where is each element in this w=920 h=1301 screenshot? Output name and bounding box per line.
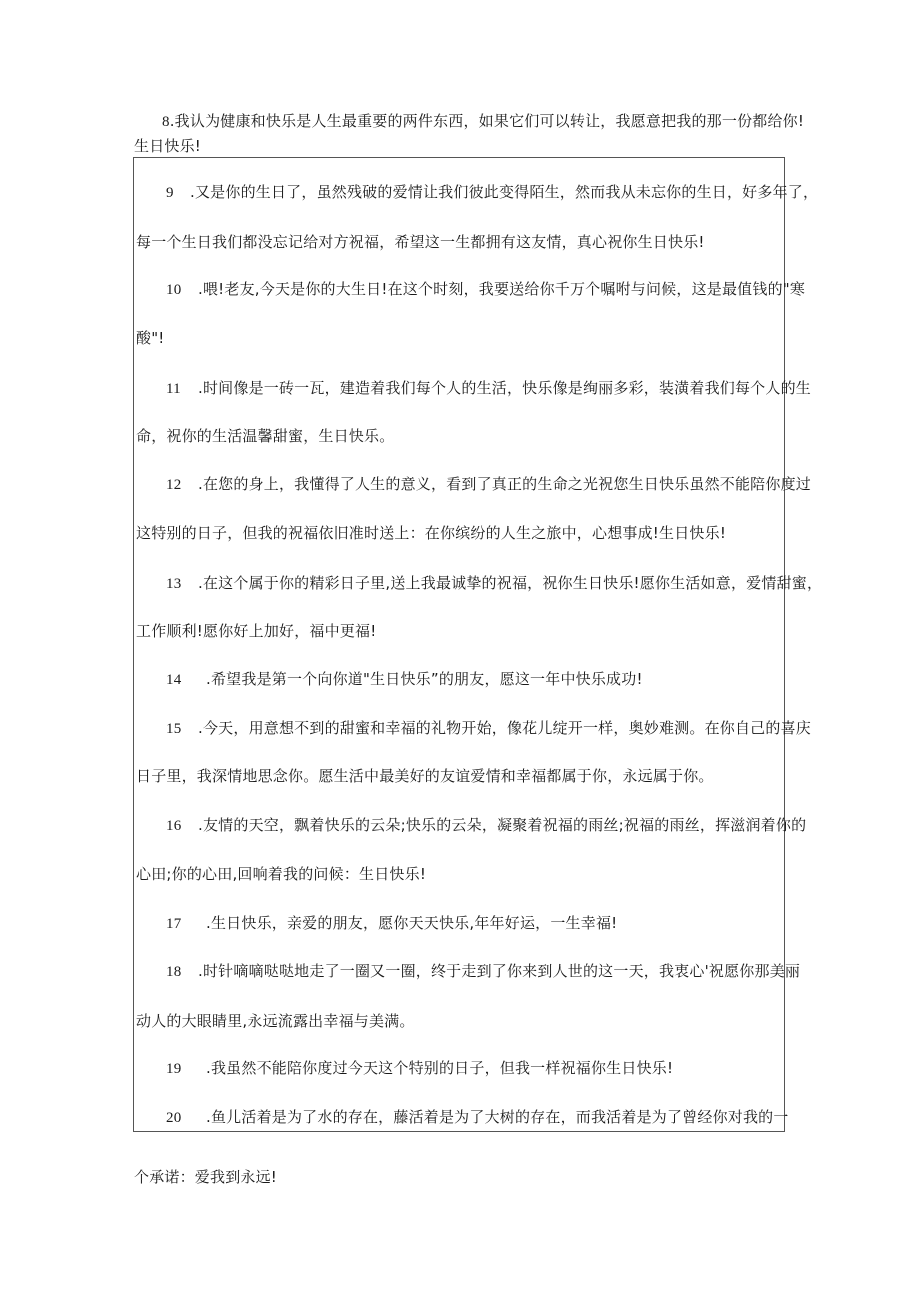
paragraph-text: 每一个生日我们都没忘记给对方祝福，希望这一生都拥有这友情，真心祝你生日快乐! [136, 233, 705, 251]
paragraph-18-line-2 [136, 1011, 415, 1031]
item-number: 9 [166, 185, 174, 201]
paragraph-12-line-1 [166, 474, 811, 494]
paragraph-text: 工作顺利!愿你好上加好，福中更福! [136, 622, 377, 640]
paragraph-11-line-1 [166, 378, 811, 398]
paragraph-17-line-1 [166, 913, 617, 933]
paragraph-8-line-2 [134, 136, 201, 156]
paragraph-15-line-2 [136, 766, 714, 786]
paragraph-text: .生日快乐，亲爱的朋友，愿你天天快乐,年年好运，一生幸福! [206, 914, 618, 932]
paragraph-14-line-1 [166, 669, 643, 689]
paragraph-text: .今天，用意想不到的甜蜜和幸福的礼物开始，像花儿绽开一样，奥妙难测。在你自己的喜庆 [198, 719, 811, 737]
paragraph-text: 生日快乐! [134, 137, 202, 155]
paragraph-10-line-2 [136, 328, 165, 348]
paragraph-16-line-2 [136, 864, 426, 884]
item-number: 15 [166, 721, 182, 737]
paragraph-20-line-2 [134, 1167, 277, 1187]
paragraph-text: .时针嘀嘀哒哒地走了一圈又一圈，终于走到了你来到人世的这一天，我衷心'祝愿你那美丽 [198, 962, 801, 980]
item-number: 13 [166, 576, 182, 592]
paragraph-text: .在这个属于你的精彩日子里,送上我最诚挚的祝福，祝你生日快乐!愿你生活如意，爱情甜蜜， [198, 574, 823, 592]
paragraph-9-line-2 [136, 232, 705, 252]
paragraph-text: .希望我是第一个向你道"生日快乐”的朋友，愿这一年中快乐成功! [206, 670, 643, 688]
item-number: 12 [166, 477, 182, 493]
paragraph-13-line-1 [166, 573, 822, 593]
paragraph-18-line-1 [166, 961, 800, 981]
paragraph-text: .又是你的生日了，虽然残破的爱情让我们彼此变得陌生，然而我从未忘你的生日，好多年了， [190, 183, 819, 201]
item-number: 10 [166, 282, 182, 298]
paragraph-text: .友情的天空，飘着快乐的云朵;快乐的云朵，凝聚着祝福的雨丝;祝福的雨丝，挥滋润着你的 [198, 816, 807, 834]
content-frame [133, 157, 785, 1132]
item-number: 20 [166, 1110, 182, 1126]
paragraph-15-line-1 [166, 718, 811, 738]
paragraph-16-line-1 [166, 815, 806, 835]
paragraph-20-line-1 [166, 1107, 789, 1127]
paragraph-11-line-2 [136, 426, 394, 446]
paragraph-text: .在您的身上，我懂得了人生的意义，看到了真正的生命之光祝您生日快乐虽然不能陪你度过 [198, 475, 811, 493]
paragraph-text: 这特别的日子，但我的祝福依旧准时送上：在你缤纷的人生之旅中，心想事成!生日快乐! [136, 524, 727, 542]
paragraph-9-line-1 [166, 182, 818, 202]
paragraph-text: 命，祝你的生活温馨甜蜜，生日快乐。 [136, 427, 395, 445]
paragraph-text: .我认为健康和快乐是人生最重要的两件东西，如果它们可以转让，我愿意把我的那一份都给你! [169, 112, 805, 130]
paragraph-text: 心田;你的心田,回响着我的问候：生日快乐! [136, 865, 427, 883]
item-number: 14 [166, 672, 182, 688]
item-number: 16 [166, 818, 182, 834]
paragraph-text: .时间像是一砖一瓦，建造着我们每个人的生活，快乐像是绚丽多彩，装潢着我们每个人的生 [198, 379, 811, 397]
item-number: 18 [166, 964, 182, 980]
paragraph-text: .鱼儿活着是为了水的存在，藤活着是为了大树的存在，而我活着是为了曾经你对我的一 [206, 1108, 789, 1126]
paragraph-text: 酸"! [136, 329, 165, 347]
paragraph-8-line-1 [162, 111, 804, 131]
paragraph-10-line-1 [166, 279, 805, 299]
paragraph-19-line-1 [166, 1058, 673, 1078]
item-number: 11 [166, 381, 181, 397]
item-number: 17 [166, 916, 182, 932]
paragraph-text: .喂!老友,今天是你的大生日!在这个时刻，我要送给你千万个嘱咐与问候，这是最值钱的"寒 [198, 280, 806, 298]
paragraph-text: 个承诺：爱我到永远! [134, 1168, 278, 1186]
item-number: 19 [166, 1061, 182, 1077]
item-number: 8 [162, 114, 170, 130]
paragraph-12-line-2 [136, 523, 726, 543]
paragraph-text: .我虽然不能陪你度过今天这个特别的日子，但我一样祝福你生日快乐! [206, 1059, 674, 1077]
paragraph-text: 动人的大眼睛里,永远流露出幸福与美满。 [136, 1012, 415, 1030]
paragraph-text: 日子里，我深情地思念你。愿生活中最美好的友谊爱情和幸福都属于你，永远属于你。 [136, 767, 714, 785]
paragraph-13-line-2 [136, 621, 376, 641]
